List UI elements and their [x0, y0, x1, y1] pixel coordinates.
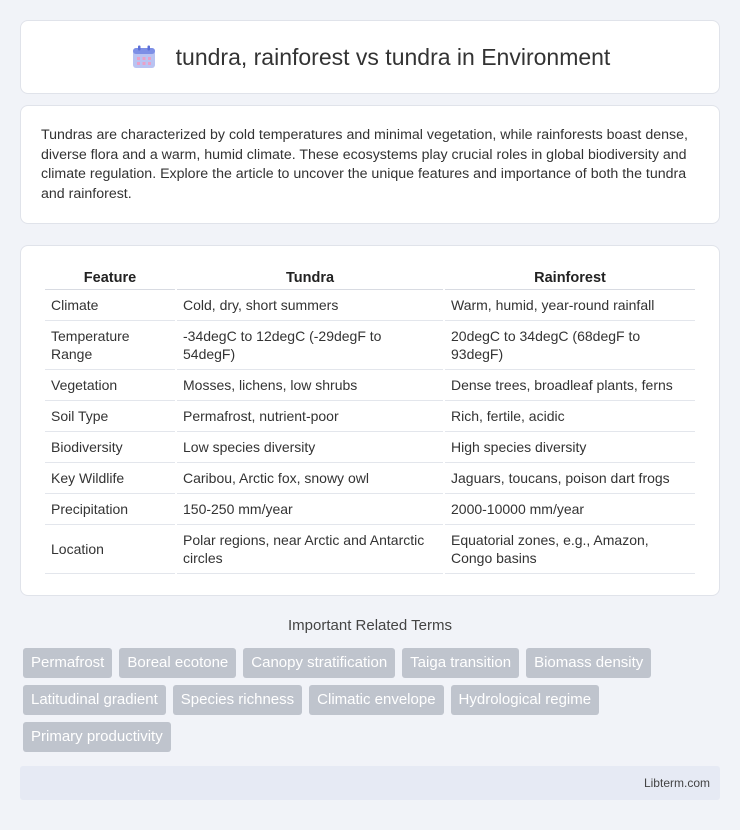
feature-cell: Soil Type — [45, 401, 175, 432]
intro-text: Tundras are characterized by cold temperatures and minimal vegetation, while rainforests boast dense, diverse flora and a warm, humid climate. These ecosystems play crucial roles in global biodiversity and climate regulation. Explore the article to uncover the unique features and importance of both the tundra and rainforest. — [41, 127, 688, 202]
term-tag[interactable]: Species richness — [173, 685, 302, 715]
page-title: tundra, rainforest vs tundra in Environment — [175, 43, 611, 70]
page-header — [20, 20, 720, 94]
term-tag[interactable]: Canopy stratification — [243, 648, 395, 678]
term-tag[interactable]: Hydrological regime — [451, 685, 600, 715]
table-row — [45, 290, 695, 321]
table-row — [45, 432, 695, 463]
rainforest-cell: Dense trees, broadleaf plants, ferns — [445, 370, 695, 401]
comparison-section — [20, 245, 720, 596]
calendar-icon — [130, 43, 158, 71]
rainforest-cell: 20degC to 34degC (68degF to 93degF) — [445, 321, 695, 370]
header-tundra: Tundra — [177, 266, 443, 290]
rainforest-cell: Equatorial zones, e.g., Amazon, Congo basins — [445, 525, 695, 574]
table-row — [45, 525, 695, 574]
tundra-cell: Low species diversity — [177, 432, 443, 463]
table-row — [45, 321, 695, 370]
rainforest-cell: 2000-10000 mm/year — [445, 494, 695, 525]
feature-cell: Vegetation — [45, 370, 175, 401]
header-feature: Feature — [45, 266, 175, 290]
rainforest-cell: Jaguars, toucans, poison dart frogs — [445, 463, 695, 494]
term-tag[interactable]: Boreal ecotone — [119, 648, 236, 678]
feature-cell: Precipitation — [45, 494, 175, 525]
feature-cell: Temperature Range — [45, 321, 175, 370]
table-row — [45, 463, 695, 494]
intro-section — [20, 105, 720, 224]
comparison-table — [43, 266, 697, 574]
rainforest-cell: High species diversity — [445, 432, 695, 463]
table-header-row — [45, 266, 695, 290]
term-tag[interactable]: Climatic envelope — [309, 685, 443, 715]
feature-cell: Key Wildlife — [45, 463, 175, 494]
footer-brand[interactable]: Libterm.com — [643, 776, 710, 790]
term-tag[interactable]: Latitudinal gradient — [23, 685, 166, 715]
term-tag[interactable]: Permafrost — [23, 648, 112, 678]
page-footer — [20, 766, 720, 800]
tundra-cell: Polar regions, near Arctic and Antarctic circles — [177, 525, 443, 574]
term-tag[interactable]: Primary productivity — [23, 722, 171, 752]
term-tag[interactable]: Biomass density — [526, 648, 651, 678]
tundra-cell: Mosses, lichens, low shrubs — [177, 370, 443, 401]
tundra-cell: Cold, dry, short summers — [177, 290, 443, 321]
rainforest-cell: Warm, humid, year-round rainfall — [445, 290, 695, 321]
related-terms-title: Important Related Terms — [288, 617, 452, 634]
tundra-cell: Caribou, Arctic fox, snowy owl — [177, 463, 443, 494]
feature-cell: Biodiversity — [45, 432, 175, 463]
tundra-cell: -34degC to 12degC (-29degF to 54degF) — [177, 321, 443, 370]
rainforest-cell: Rich, fertile, acidic — [445, 401, 695, 432]
tundra-cell: Permafrost, nutrient-poor — [177, 401, 443, 432]
table-row — [45, 494, 695, 525]
header-rainforest: Rainforest — [445, 266, 695, 290]
feature-cell: Location — [45, 525, 175, 574]
related-terms-list — [23, 648, 723, 752]
term-tag[interactable]: Taiga transition — [402, 648, 519, 678]
table-row — [45, 370, 695, 401]
table-row — [45, 401, 695, 432]
tundra-cell: 150-250 mm/year — [177, 494, 443, 525]
feature-cell: Climate — [45, 290, 175, 321]
